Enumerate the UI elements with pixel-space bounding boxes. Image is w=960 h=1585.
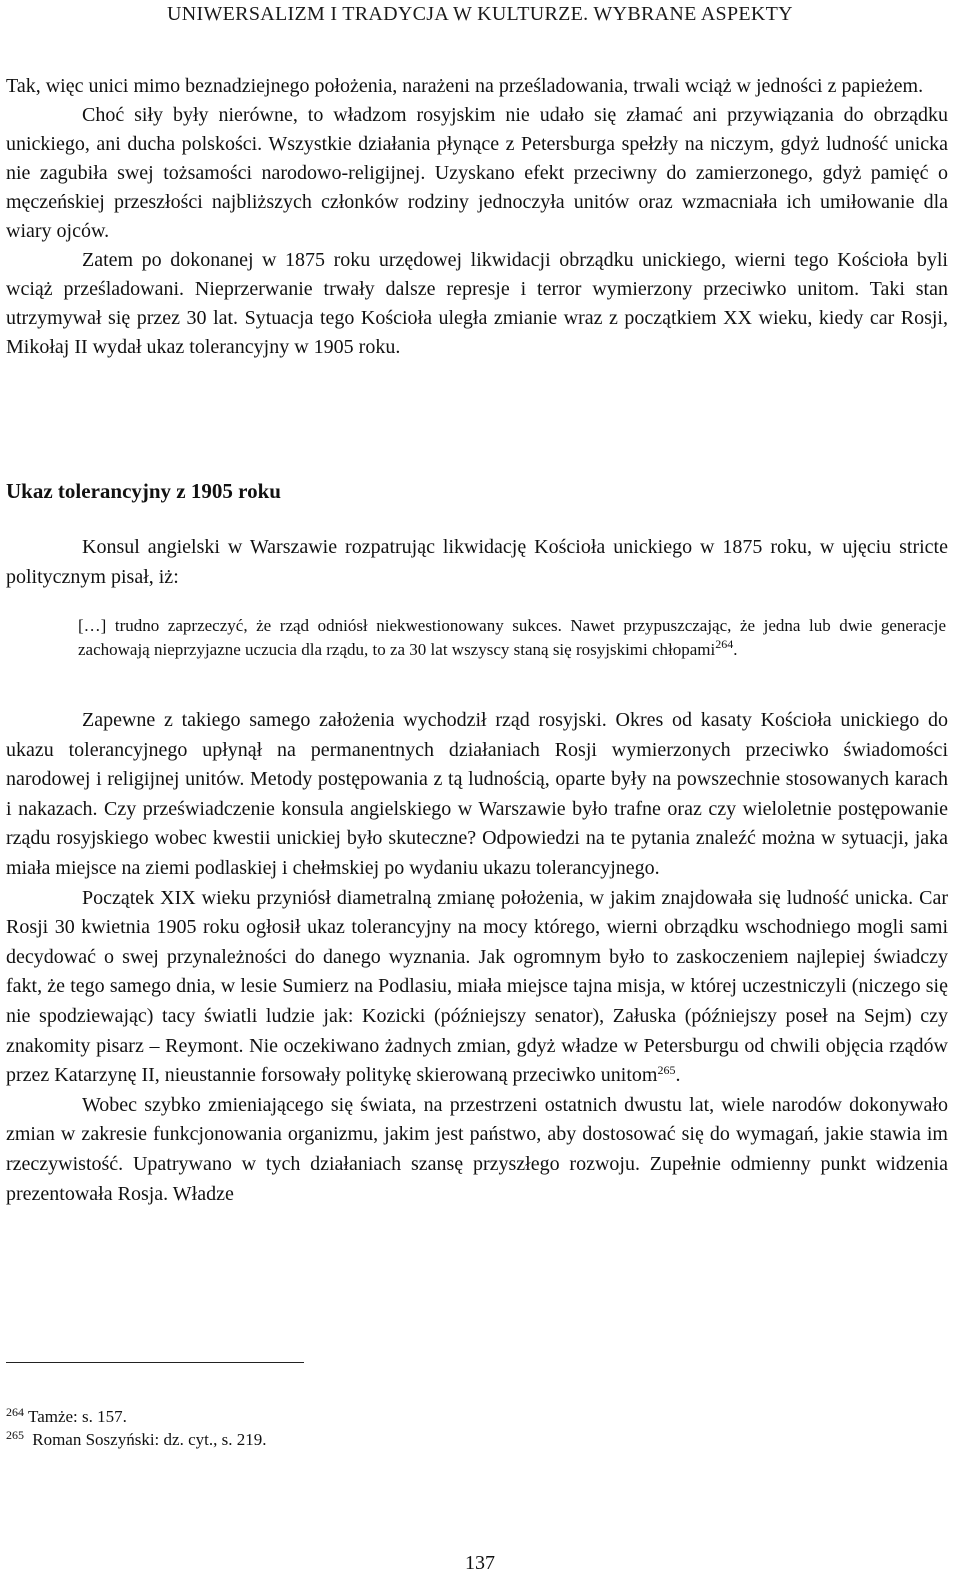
paragraph bbox=[6, 884, 948, 1091]
paragraph: Zatem po dokonanej w 1875 roku urzędowej likwidacji obrządku unickiego, wierni tego Kościoła byli wciąż prześladowani. Nieprzerwanie trwały dalsze represje i terror wymierzony przeciwko unitom. Taki stan utrzymywał się przez 30 lat. Sytuacja tego Kościoła uległa zmianie wraz z początkiem XX wieku, kiedy car Rosji, Mikołaj II wydał ukaz tolerancyjny w 1905 roku. bbox=[6, 249, 948, 358]
footnote-text: Tamże: s. 157. bbox=[28, 1407, 127, 1426]
paragraph: Tak, więc unici mimo beznadziejnego położenia, narażeni na prześladowania, trwali wciąż w jedności z papieżem. bbox=[6, 75, 924, 97]
quote-text: […] trudno zaprzeczyć, że rząd odniósł niekwestionowany sukces. Nawet przypuszczając, że jedna lub dwie generacje zachowają nieprzyjazne uczucia dla rządu, to za 30 lat wszyscy staną się rosyjskimi chłopami bbox=[78, 616, 946, 659]
footnote-text: Roman Soszyński: dz. cyt., s. 219. bbox=[32, 1430, 267, 1449]
page-number: 137 bbox=[465, 1552, 495, 1574]
paragraph: Wobec szybko zmieniającego się świata, na przestrzeni ostatnich dwustu lat, wiele narodów dokonywało zmian w zakresie funkcjonowania organizmu, jakim jest państwo, aby dostosować się do wymagań, jakie stawia im rzeczywistość. Upatrywano w tych działaniach szansę przyszłego rozwoju. Zupełnie odmienny punkt widzenia prezentowała Rosja. Władze bbox=[6, 1093, 948, 1205]
paragraph-end: . bbox=[675, 1064, 681, 1087]
footnote-264 bbox=[6, 1405, 266, 1428]
section-heading: Ukaz tolerancyjny z 1905 roku bbox=[6, 479, 281, 503]
footnote-265 bbox=[6, 1428, 266, 1451]
quote-paragraph bbox=[78, 614, 946, 662]
footnote-number: 264 bbox=[6, 1405, 24, 1419]
paragraph: Zapewne z takiego samego założenia wychodził rząd rosyjski. Okres od kasaty Kościoła unickiego do ukazu tolerancyjnego upłynął na permanentnych działaniach Rosji wymierzonych przeciwko świadomości narodowej i religijnej unitów. Metody postępowania z tą ludnością, oparte były na powszechnie stosowanych karach i nakazach. Czy przeświadczenie konsula angielskiego w Warszawie było trafne oraz czy wieloletnie postępowanie rządu rosyjskiego wobec kwestii unickiej było skuteczne? Odpowiedzi na te pytania znaleźć można w sytuacji, jaka miała miejsce na ziemi podlaskiej i chełmskiej po wydaniu ukazu tolerancyjnego. bbox=[6, 709, 948, 879]
footnote-number: 265 bbox=[6, 1428, 24, 1442]
running-header: UNIWERSALIZM I TRADYCJA W KULTURZE. WYBRANE ASPEKTY bbox=[167, 3, 793, 25]
block-quote bbox=[78, 614, 946, 662]
footnotes bbox=[6, 1405, 266, 1451]
quote-end: . bbox=[733, 640, 738, 659]
paragraph: Choć siły były nierówne, to władzom rosyjskim nie udało się złamać ani przywiązania do obrządku unickiego, ani ducha polskości. Wszystkie działania płynące z Petersburga spełzły na niczym, gdyż ludność unicka nie zagubiła swej tożsamości narodowo-religijnej. Uzyskano efekt przeciwny do zamierzonego, gdyż pamięć o męczeńskiej przeszłości najbliższych członków rodziny jednoczyła unitów oraz wzmacniała ich umiłowanie dla wiary ojców. bbox=[6, 104, 948, 242]
body-text bbox=[6, 706, 948, 1209]
footnote-ref-265[interactable]: 265 bbox=[657, 1063, 676, 1078]
footnote-ref-264[interactable]: 264 bbox=[715, 637, 734, 651]
footnote-divider bbox=[6, 1362, 304, 1363]
konsul-text bbox=[6, 532, 948, 592]
paragraph-text: Początek XIX wieku przyniósł diametralną zmianę położenia, w jakim znajdowała się ludność unicka. Car Rosji 30 kwietnia 1905 roku ogłosił ukaz tolerancyjny na mocy którego, wierni obrządku wschodniego mogli sami decydować o swej przynależności do danego wyznania. Jak ogromnym było to zaskoczeniem najlepiej świadczy fakt, że tego samego dnia, w lesie Sumierz na Podlasiu, miała miejsce tajna misja, w której uczestniczyli (niczego się nie spodziewając) tacy światli ludzie jak: Kozicki (późniejszy senator), Załuska (późniejszy poseł na Sejm) czy znakomity pisarz – Reymont. Nie oczekiwano żadnych zmian, gdyż władze w Petersburgu od chwili objęcia rządów przez Katarzynę II, nieustannie forsowały politykę skierowaną przeciwko unitom bbox=[6, 886, 948, 1087]
paragraph: Konsul angielski w Warszawie rozpatrując likwidację Kościoła unickiego w 1875 roku, w ujęciu stricte politycznym pisał, iż: bbox=[6, 536, 948, 588]
intro-text bbox=[6, 72, 948, 362]
